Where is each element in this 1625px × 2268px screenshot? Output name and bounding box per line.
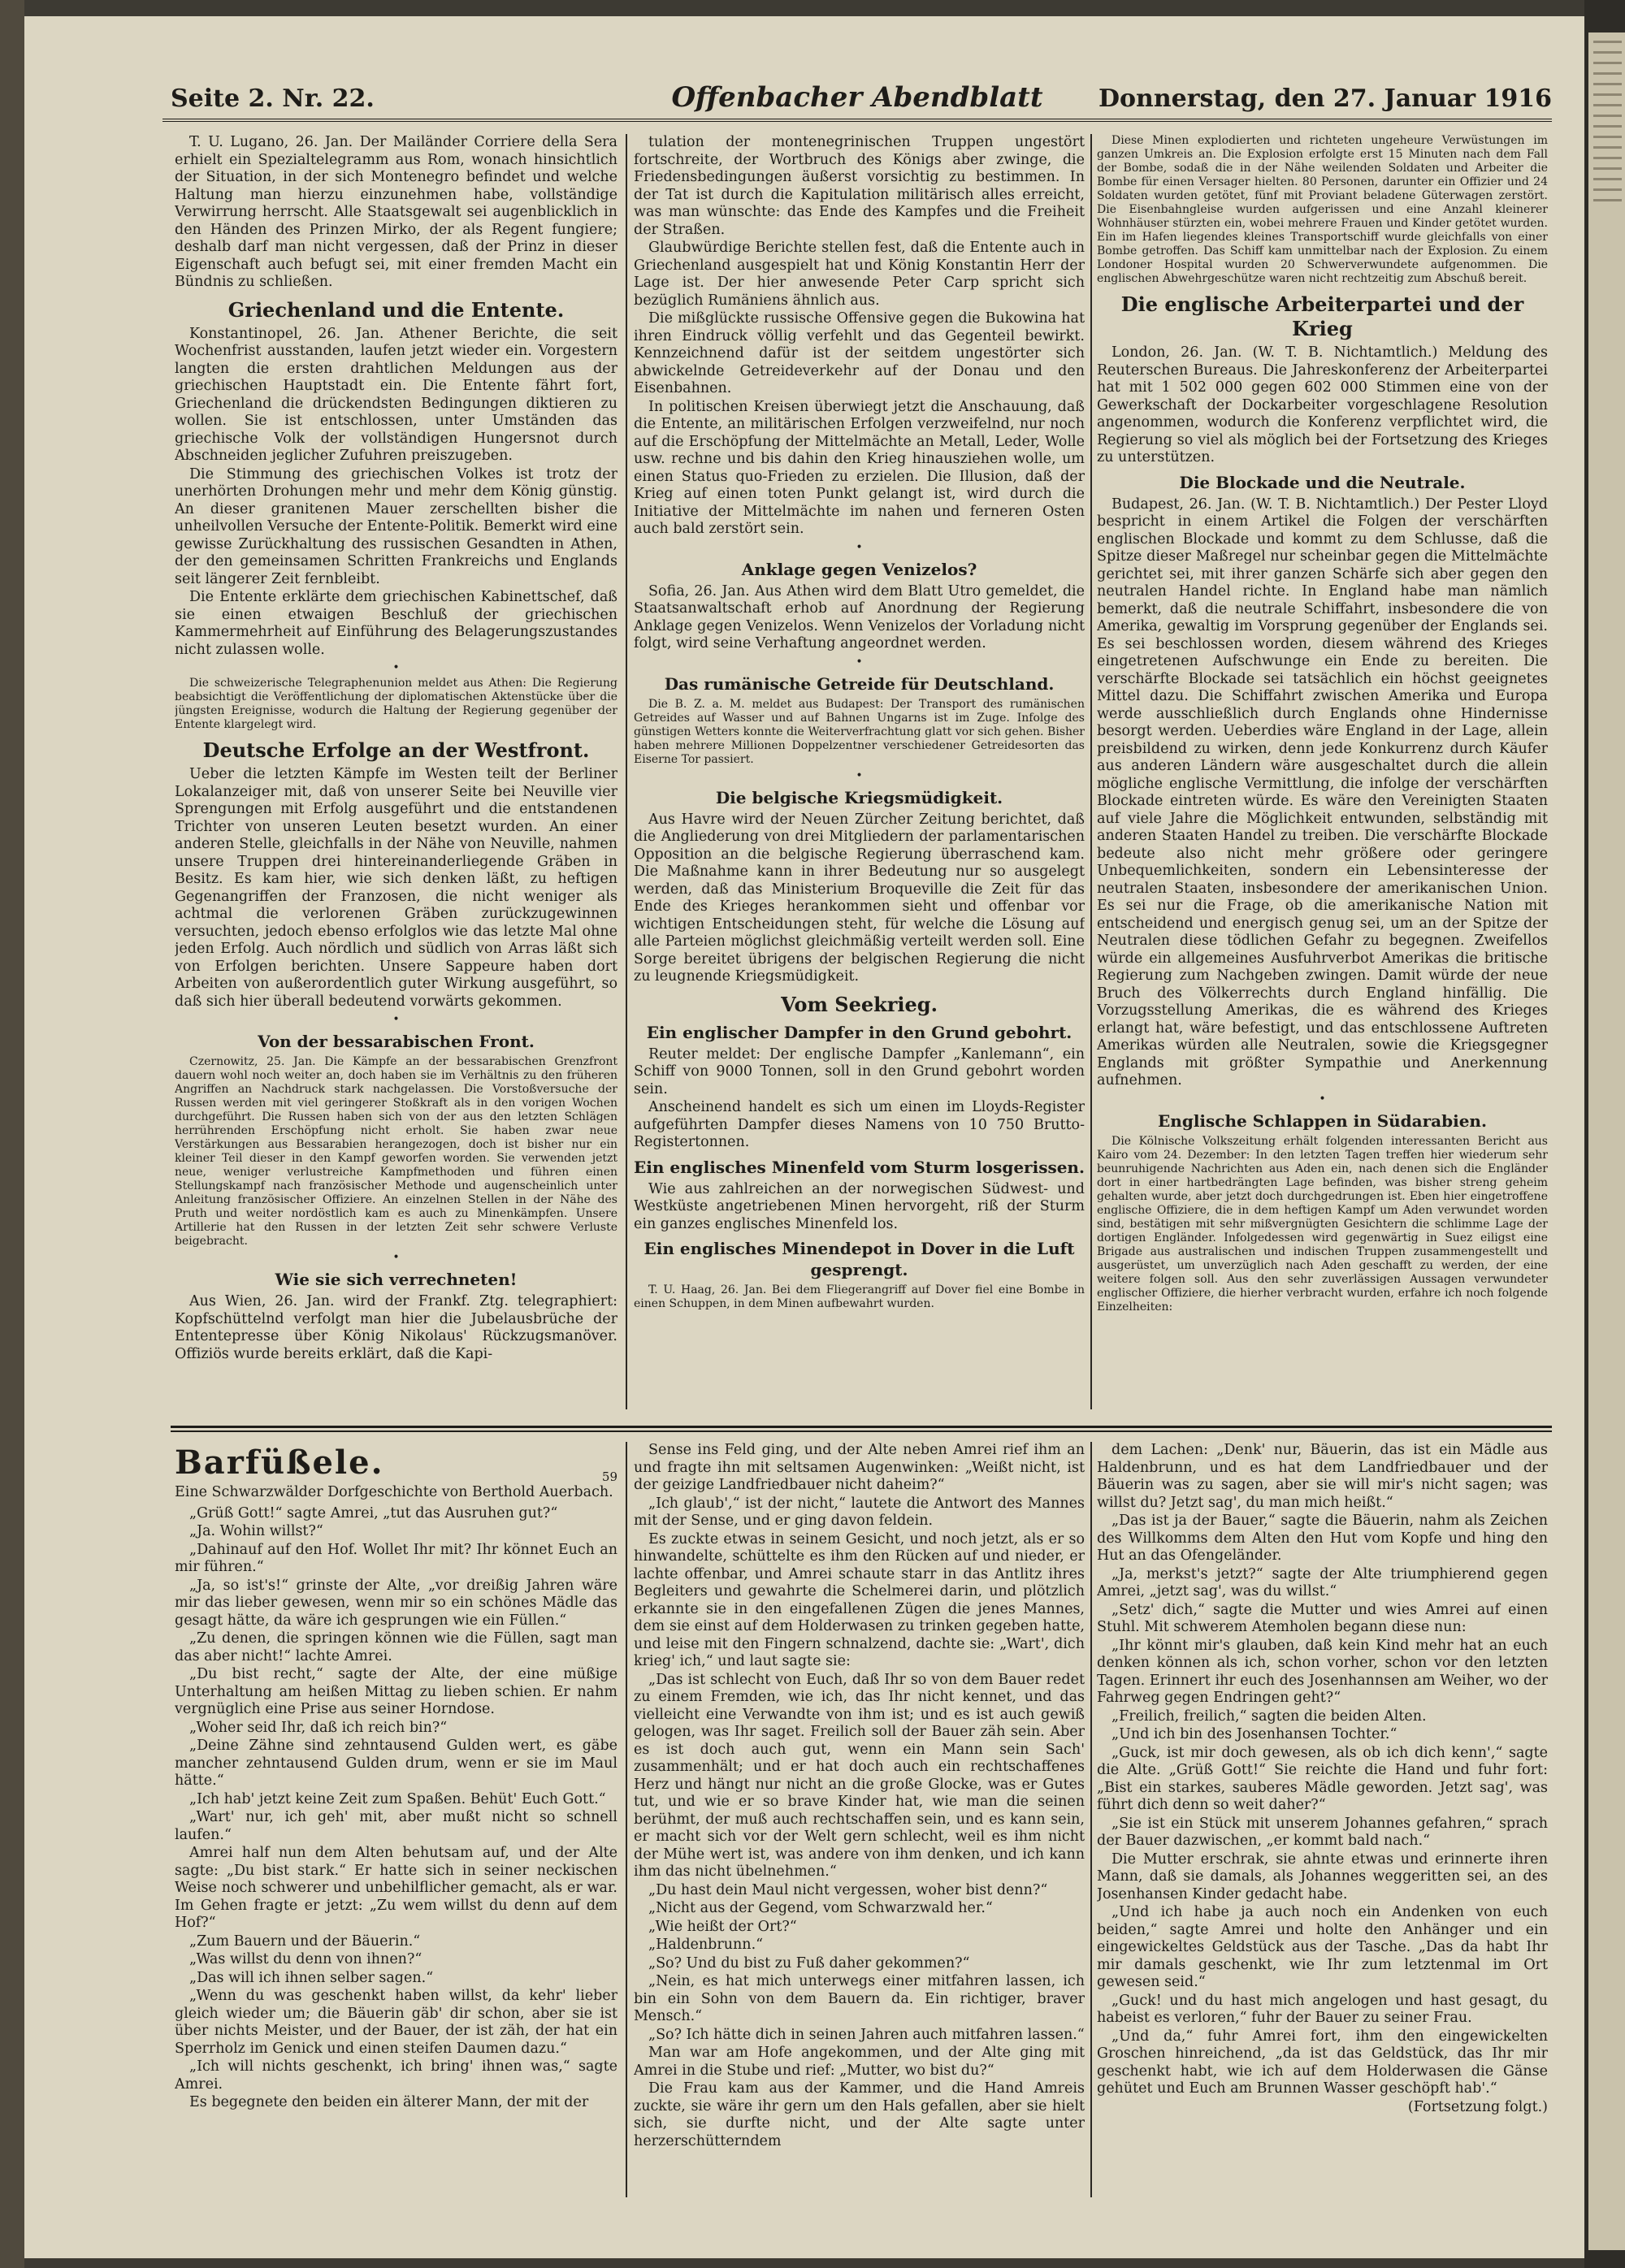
story-text: „Zum Bauern und der Bäuerin.“ bbox=[189, 1933, 421, 1950]
story-text: „Deine Zähne sind zehntausend Gulden wert, es gäbe mancher zehntausend Gulden drum, wenn er sie im Maul hätte.“ bbox=[175, 1738, 618, 1789]
story-text: „Guck, ist mir doch gewesen, als ob ich dich kenn',“ sagte die Alte. „Grüß Gott!“ Sie reichte die Hand und fuhr fort: „Bist ein starkes, sauberes Mädle geworden. Jetzt sag', was führt dich denn so weit daher?“ bbox=[1097, 1744, 1548, 1813]
story-text: „Wie heißt der Ort?“ bbox=[648, 1918, 797, 1935]
column-rule bbox=[1090, 134, 1092, 1409]
article-text: Reuter meldet: Der englische Dampfer „Kanlemann“, ein Schiff von 9000 Tonnen, soll in den Grund gebohrt worden sein. bbox=[634, 1045, 1085, 1097]
article-text: Anscheinend handelt es sich um einen im Lloyds-Register aufgeführten Dampfer dieses Namens von 10 750 Brutto-Registertonnen. bbox=[634, 1099, 1085, 1150]
headline: Ein englisches Minenfeld vom Sturm losgerissen. bbox=[634, 1157, 1085, 1177]
news-column-1 bbox=[175, 134, 618, 1409]
headline: Englische Schlappen in Südarabien. bbox=[1158, 1110, 1487, 1131]
story-text: „Guck! und du hast mich angelogen und hast gesagt, du habeist es verloren,“ fuhr der Bauer zu seiner Frau. bbox=[1097, 1992, 1548, 2026]
newspaper-title: Offenbacher Abendblatt bbox=[671, 81, 1043, 114]
story-text: „Ihr könnt mir's glauben, daß kein Kind mehr hat an euch denken können als ich, schon vorher, schon vor den letzten Tagen. Erinnert ihr euch des Josenhannsen am Weiher, wo der Fahrweg gegen Endringen geht?“ bbox=[1097, 1637, 1548, 1706]
adjacent-page-edge bbox=[1588, 32, 1625, 2250]
story-text: Es zuckte etwas in seinem Gesicht, und noch jetzt, als er so hinwandelte, schüttelte es ihm den Rücken auf und nieder, er lachte offenbar, und Amrei schaute starr in das Antlitz ihres Begleiters und gewahrte die Schelmerei darin, und plötzlich erkannte sie in den eingefallenen Zügen die jenes Mannes, dem sie einst auf dem Holderwasen zu trinken gegeben hatte, und leise mit den Fingern schnalzend, dachte sie: „Wart', dich krieg' ich,“ und laut sagte sie: bbox=[634, 1530, 1085, 1669]
story-text: „Ich hab' jetzt keine Zeit zum Spaßen. Behüt' Euch Gott.“ bbox=[189, 1790, 606, 1807]
article-text: Diese Minen explodierten und richteten ungeheure Verwüstungen im ganzen Umkreis an. Die Explosion erfolgte erst 15 Minuten nach dem Fall der Bombe, sodaß die in der Nähe weilenden Soldaten und Arbeiter die Bombe für einen Versager hielten. 80 Personen, darunter ein Offizier und 24 Soldaten wurden getötet, fünf mit Proviant beladene Güterwagen zerstört. Die Eisenbahngleise wurden aufgerissen und eine Anzahl kleinerer Wohnhäuser stürzten ein, wobei mehrere Frauen und Kinder getötet wurden. Ein im Hafen liegendes kleines Transportschiff wurde gleichfalls von einer Bombe getroffen. Das Schiff kam unmittelbar nach der Explosion. Zu einem Londoner Hospital wurden 20 Schwerverwundete aufgenommen. Die englischen Abwehrgeschütze waren nicht rechtzeitig zum Abschuß bereit. bbox=[1097, 134, 1548, 285]
issue-date: Donnerstag, den 27. Januar 1916 bbox=[1098, 84, 1552, 113]
article-text: Die mißglückte russische Offensive gegen die Bukowina hat ihren Eindruck völlig verfehlt und das Gegenteil bewirkt. Kennzeichnend dafür ist der seitdem ungestörter sich abwickelnde Getreideverkehr auf der Donau und den Eisenbahnen. bbox=[634, 310, 1085, 396]
story-text: „Haldenbrunn.“ bbox=[648, 1937, 764, 1953]
article-text: Aus Havre wird der Neuen Zürcher Zeitung berichtet, daß die Angliederung von drei Mitgliedern der parlamentarischen Opposition an die belgische Regierung überraschend kam. Die Maßnahme kann in ihrer Bedeutung nur so ausgelegt werden, daß das Ministerium Broqueville die Zeit für das Ende des Krieges herankommen sieht und offenbar vor wichtigen Entscheidungen steht, für welche die Lösung auf alle Parteien möglichst gleichmäßig verteilt werden soll. Eine Sorge bereitet übrigens der belgischen Regierung die nicht zu leugnende Kriegsmüdigkeit. bbox=[634, 811, 1085, 985]
masthead bbox=[162, 73, 1552, 122]
separator-dot: • bbox=[856, 768, 863, 782]
column-rule bbox=[626, 1442, 627, 2197]
story-text: „Ja, so ist's!“ grinste der Alte, „vor dreißig Jahren wäre mir das lieber gewesen, wenn mir so ein schönes Mädle das gesagt hätte, da wäre ich gesprungen wie ein Füllen.“ bbox=[175, 1577, 618, 1629]
article-text: Wie aus zahlreichen an der norwegischen Südwest- und Westküste angetriebenen Minen hervorgeht, riß der Sturm ein ganzes englisches Minenfeld los. bbox=[634, 1180, 1085, 1232]
article-text: Glaubwürdige Berichte stellen fest, daß die Entente auch in Griechenland ausgespielt hat und König Konstantin Herr der Lage ist. Der hier anwesende Peter Carp spricht sich bezüglich Rumäniens ähnlich aus. bbox=[634, 240, 1085, 309]
article-text: London, 26. Jan. (W. T. B. Nichtamtlich.) Meldung des Reuterschen Bureaus. Die Jahreskonferenz der Arbeiterpartei hat mit 1 502 000 gegen 602 000 Stimmen eine von der Gewerkschaft der Dockarbeiter vorgeschlagene Resolution angenommen, wodurch die Konferenz verpflichtet wird, die Regierung so viel als möglich bei der Fortsetzung des Krieges zu unterstützen. bbox=[1097, 344, 1548, 465]
book-spine bbox=[0, 0, 24, 2268]
headline: Anklage gegen Venizelos? bbox=[741, 559, 977, 579]
article-text: Czernowitz, 25. Jan. Die Kämpfe an der bessarabischen Grenzfront dauern wohl noch weiter an, doch haben sie im Verhältnis zu den früheren Angriffen an Nachdruck stark nachgelassen. Die Vorstoßversuche der Russen werden mit viel geringerer Stoßkraft als in den vorigen Wochen durchgeführt. Die Russen haben sich von der aus den letzten Schlägen herrührenden Erschöpfung nicht erholt. Sie haben zwar neue Verstärkungen aus Bessarabien herangezogen, doch ist bisher nur ein kleiner Teil dieser in den Kampf geworfen worden. Sie verwenden jetzt neue, weniger verlustreiche Kampfmethoden und führen einen Stellungskampf nach französischer Methode und augenscheinlich unter Anleitung französischer Offiziere. An einzelnen Stellen in der Nähe des Pruth und weiter nordöstlich kam es auch zu Minenkämpfen. Unsere Artillerie hat den Russen in der letzten Zeit sehr schwere Verluste beigebracht. bbox=[175, 1055, 618, 1248]
feuilleton-title: Barfüßele. bbox=[175, 1443, 384, 1482]
article-text: Die schweizerische Telegraphenunion meldet aus Athen: Die Regierung beabsichtigt die Veröffentlichung der diplomatischen Aktenstücke über die jüngsten Ereignisse, wodurch die Haltung der Regierung gegenüber der Entente klargelegt wird. bbox=[175, 677, 618, 731]
story-text: „Woher seid Ihr, daß ich reich bin?“ bbox=[189, 1719, 448, 1736]
story-text: Die Mutter erschrak, sie ahnte etwas und erinnerte ihren Mann, daß sie damals, als Johannes weggeritten sei, an des Josenhansen Kinder gedacht habe. bbox=[1097, 1850, 1548, 1902]
article-text: Budapest, 26. Jan. (W. T. B. Nichtamtlich.) Der Pester Lloyd bespricht in einem Artikel die Folgen der verschärften englischen Blockade und kommt zu dem Schlusse, daß die Spitze dieser Maßregel nur scheinbar gegen die Mittelmächte gerichtet sei, mit ihrer ganzen Schärfe sich aber gegen den neutralen Handel richte. In England habe man nämlich bemerkt, daß die neutrale Schiffahrt, insbesondere die von Amerika, gewaltig im Vorsprung gegenüber der Englands sei. Es sei beschlossen worden, diesem während des Krieges eingetretenen Aufschwunge ein Ende zu bereiten. Die verschärfte Blockade sei tatsächlich ein höchst geeignetes Mittel dazu. Die Schiffahrt zwischen Amerika und Europa werde ausschließlich durch Englands ohne Hindernisse besorgt werden. Ueberdies wäre England in der Lage, allein preisbildend zu wirken, denn jede Konkurrenz durch Käufer aus anderen Ländern wäre ausgeschaltet durch die allein mögliche englische Vermittlung, die infolge der verschärften Blockade eintreten würde. Es wäre den Vereinigten Staaten auf viele Jahre die Möglichkeit entwunden, selbständig mit anderen Staaten Handel zu treiben. Die verschärfte Blockade bedeute also nicht mehr größere oder geringere Unbequemlichkeiten, sondern ein Lebensinteresse der neutralen Staaten, insbesondere der amerikanischen Union. Es sei nur die Frage, ob die amerikanische Nation mit entscheidend und energisch genug sei, um an der Spitze der Neutralen diese tödlichen Gefahr zu begegnen. Zweifellos würde ein allgemeines Ausfuhrverbot Amerikas die britische Regierung zum Nachgeben zwingen. Damit würde der neue Bruch des Völkerrechts durch England hinfällig. Die Vorzugsstellung Amerikas, die es während des Krieges erlangt hat, wäre befestigt, und das entschlossene Auftreten Amerikas würden alle Neutralen, sowie die Kriegsgegner Englands mit größter Sympathie und Anerkennung aufnehmen. bbox=[1097, 496, 1548, 1089]
headline: Wie sie sich verrechneten! bbox=[275, 1270, 518, 1289]
separator-dot: • bbox=[1319, 1092, 1326, 1106]
separator-dot: • bbox=[392, 661, 400, 674]
page-number: Seite 2. Nr. 22. bbox=[171, 84, 375, 113]
story-text: „Ja, merkst's jetzt?“ sagte der Alte triumphierend gegen Amrei, „jetzt sag', was du willst.“ bbox=[1097, 1565, 1548, 1599]
story-text: „Nein, es hat mich unterwegs einer mitfahren lassen, ich bin ein Sohn von dem Bauern da. Ein richtiger, braver Mensch.“ bbox=[634, 1973, 1085, 2024]
news-column-2 bbox=[634, 134, 1085, 1409]
article-text: Ueber die letzten Kämpfe im Westen teilt der Berliner Lokalanzeiger mit, daß von unserer Seite bei Neuville vier Sprengungen mit Erfolg ausgeführt und die entstandenen Trichter von unseren Leuten besetzt wurden. An einer anderen Stelle, gleichfalls in der Nähe von Neuville, nahmen unsere Truppen drei hintereinanderliegende Gräben in Besitz. Es kam hier, wie sich denken läßt, zu heftigen Gegenangriffen der Franzosen, die nicht weniger als achtmal die verlorenen Gräben zurückzugewinnen versuchten, jedoch ebenso erfolglos wie das letzte Mal ohne jeden Erfolg. Auch nördlich und südlich von Arras läßt sich von Erfolgen berichten. Unsere Sappeure haben dort Arbeiten von außerordentlich guter Wirkung ausgeführt, so daß sich hier überall bedeutend vorwärts gekommen. bbox=[175, 766, 618, 1010]
headline: Die belgische Kriegsmüdigkeit. bbox=[715, 787, 1003, 807]
separator-dot: • bbox=[856, 540, 863, 554]
continuation-note: (Fortsetzung folgt.) bbox=[1407, 2098, 1548, 2115]
article-text: Sofia, 26. Jan. Aus Athen wird dem Blatt Utro gemeldet, die Staatsanwaltschaft erhob auf Anordnung der Regierung Anklage gegen Venizelos. Wenn Venizelos der Vorladung nicht folgt, wird seine Verhaftung angeordnet werden. bbox=[634, 582, 1085, 651]
headline: Deutsche Erfolge an der Westfront. bbox=[202, 738, 590, 762]
story-text: „Du bist recht,“ sagte der Alte, der eine müßige Unterhaltung am heißen Mittag zu lieben schien. Er nahm vergnüglich eine Prise aus seiner Horndose. bbox=[175, 1666, 618, 1717]
story-text: „So? Ich hätte dich in seinen Jahren auch mitfahren lassen.“ bbox=[648, 2026, 1085, 2043]
story-text: „So? Und du bist zu Fuß daher gekommen?“ bbox=[648, 1954, 970, 1972]
story-text: „Das ist schlecht von Euch, daß Ihr so von dem Bauer redet zu einem Fremden, wie ich, das Ihr nicht kennet, und das vielleicht eine Verwandte von ihm ist; und es ist auch gewiß gelogen, was Ihr saget. Freilich soll der Bauer zäh sein. Aber es ist doch auch gut, wenn ein Mann sein Sach' zusammenhält; und er hat doch auch ein rechtschaffenes Herz und hängt nur nicht an die große Glocke, was er Gutes tut, und wie er so brave Kinder hat, wie man die seinen berühmt, der muß auch rechtschaffen sein, und es kann sein, er macht sich vor der Welt gern schlecht, weil es ihm nicht der Mühe wert ist, was andere von ihm denken, und ich kann ihm das nicht übelnehmen.“ bbox=[634, 1671, 1085, 1880]
story-text: „Was willst du denn von ihnen?“ bbox=[189, 1951, 422, 1967]
headline: Ein englisches Minendepot in Dover in die Luft gesprengt. bbox=[644, 1239, 1075, 1279]
newspaper-page bbox=[24, 16, 1584, 2258]
story-text: „Du hast dein Maul nicht vergessen, woher bist denn?“ bbox=[648, 1881, 1048, 1898]
story-text: Man war am Hofe angekommen, und der Alte ging mit Amrei in die Stube und rief: „Mutter, wo bist du?“ bbox=[634, 2045, 1085, 2079]
story-text: „Das will ich ihnen selber sagen.“ bbox=[189, 1969, 434, 1986]
article-text: In politischen Kreisen überwiegt jetzt die Anschauung, daß die Entente, an militärischen Erfolgen verzweifelnd, nur noch auf die Erschöpfung der Mittelmächte an Metall, Leder, Wolle usw. rechne und bis dahin den Krieg hinausziehen wolle, um einen Status quo-Frieden zu erzielen. Die Illusion, daß der Krieg auf einen toten Punkt gelangt ist, wird durch die Initiative der Mittelmächte im nahen und ferneren Osten auch bald zerstört sein. bbox=[634, 398, 1085, 537]
article-text: T. U. Haag, 26. Jan. Bei dem Fliegerangriff auf Dover fiel eine Bombe in einen Schuppen, in dem Minen aufbewahrt wurden. bbox=[634, 1283, 1085, 1310]
story-text: „Freilich, freilich,“ sagten die beiden Alten. bbox=[1112, 1707, 1427, 1725]
article-text: Konstantinopel, 26. Jan. Athener Berichte, die seit Wochenfrist ausstanden, laufen jetzt wieder ein. Vorgestern langten die ersten drahtlichen Meldungen aus der griechischen Hauptstadt ein. Die Entente fährt fort, Griechenland die drückendsten Bedingungen diktieren zu wollen. Sie ist entschlossen, unter Umständen das griechische Volk der vollständigen Hungersnot durch Abschneiden jeglicher Zufuhren preiszugeben. bbox=[175, 325, 618, 464]
feuilleton-column-3 bbox=[1097, 1442, 1548, 2205]
headline: Die englische Arbeiterpartei und der Krieg bbox=[1120, 292, 1524, 340]
story-text: Sense ins Feld ging, und der Alte neben Amrei rief ihm an und fragte ihn mit seltsamen Augenwinken: „Weißt nicht, ist der geizige Landfriedbauer nicht daheim?“ bbox=[634, 1442, 1085, 1493]
story-text: „Und ich bin des Josenhansen Tochter.“ bbox=[1112, 1726, 1398, 1742]
article-text: Die Entente erklärte dem griechischen Kabinettschef, daß sie einen etwaigen Beschluß der griechischen Kammermehrheit auf Einführung des Belagerungszustandes nicht zulassen wolle. bbox=[175, 589, 618, 658]
separator-dot: • bbox=[392, 1013, 400, 1026]
story-text: Die Frau kam aus der Kammer, und die Hand Amreis zuckte, sie wäre ihr gern um den Hals gefallen, aber sie hielt sich, sie durfte nicht, und der Alte sagte unter herzerschütterndem bbox=[634, 2080, 1085, 2149]
article-text: T. U. Lugano, 26. Jan. Der Mailänder Corriere della Sera erhielt ein Spezialtelegramm aus Rom, wonach hinsichtlich der Situation, in der sich Montenegro befindet und welche Haltung man hierzu einzunehmen habe, vollständige Verwirrung herrscht. Alle Staatsgewalt sei augenblicklich in den Händen des Prinzen Mirko, der als Regent fungiere; deshalb darf man nicht vergessen, daß der Prinz in dieser Eigenschaft auch befugt sei, mit einer fremden Macht ein Bündnis zu schließen. bbox=[175, 134, 618, 290]
story-text: „Setz' dich,“ sagte die Mutter und wies Amrei auf einen Stuhl. Mit schwerem Atemholen begann diese nun: bbox=[1097, 1601, 1548, 1635]
headline: Ein englischer Dampfer in den Grund gebohrt. bbox=[646, 1022, 1072, 1042]
story-text: „Und da,“ fuhr Amrei fort, ihm den eingewickelten Groschen hinreichend, „da ist das Geldstück, das Ihr mir geschenkt habt, wie ich auf dem Holderwasen die Gänse gehütet und Euch am Brunnen Wasser geschöpft hab'.“ bbox=[1097, 2028, 1548, 2097]
headline: Griechenland und die Entente. bbox=[228, 297, 565, 322]
feuilleton-subtitle: Eine Schwarzwälder Dorfgeschichte von Berthold Auerbach. bbox=[175, 1484, 613, 1500]
feuilleton-column-2 bbox=[634, 1442, 1085, 2205]
story-text: „Grüß Gott!“ sagte Amrei, „tut das Ausruhen gut?“ bbox=[189, 1504, 558, 1521]
story-text: dem Lachen: „Denk' nur, Bäuerin, das ist ein Mädle aus Haldenbrunn, und es hat dem Landfriedbauer und der Bäuerin was zu sagen, aber sie will mir's nicht sagen; was willst du? Jetzt sag', du man mich heißt.“ bbox=[1097, 1442, 1548, 1511]
headline: Von der bessarabischen Front. bbox=[258, 1032, 535, 1051]
headline: Die Blockade und die Neutrale. bbox=[1179, 472, 1466, 492]
story-text: „Sie ist ein Stück mit unserem Johannes gefahren,“ sprach der Bauer dazwischen, „er kommt bald nach.“ bbox=[1097, 1815, 1548, 1849]
story-text: „Ja. Wohin willst?“ bbox=[189, 1523, 323, 1539]
column-rule bbox=[626, 134, 627, 1409]
story-text: „Ich glaub',“ ist der nicht,“ lautete die Antwort des Mannes mit der Sense, und er ging davon feldein. bbox=[634, 1495, 1085, 1529]
feuilleton-column-1 bbox=[175, 1442, 618, 2205]
column-rule bbox=[1090, 1442, 1092, 2197]
story-text: Es begegnete den beiden ein älterer Mann, der mit der bbox=[189, 2094, 589, 2110]
headline: Vom Seekrieg. bbox=[781, 992, 938, 1016]
separator-dot: • bbox=[392, 1251, 400, 1264]
installment-number: 59 bbox=[601, 1469, 618, 1484]
story-text: „Das ist ja der Bauer,“ sagte die Bäuerin, nahm als Zeichen des Willkomms dem Alten den Hut vom Kopfe und hing den Hut an das Ofengeländer. bbox=[1097, 1513, 1548, 1564]
article-text: Die Kölnische Volkszeitung erhält folgenden interessanten Bericht aus Kairo vom 24. Dezember: In den letzten Tagen treffen hier wiederum sehr beunruhigende Nachrichten aus Aden ein, nach denen sich die Engländer dort in einer hartbedrängten Lage befinden, was bisher streng geheim gehalten wurde, aber jetzt doch durchgedrungen ist. Eben hier eingetroffene englische Offiziere, die in dem heftigen Kampf um Aden verwundet worden sind, bestätigen mit sehr mißvergnügten Gesichtern die schlimme Lage der dortigen Engländer. Infolgedessen wird gegenwärtig in Suez eiligst eine Brigade aus australischen und indischen Truppen zusammengestellt und ausgerüstet, um unverzüglich nach Aden geschafft zu werden, der eine weitere folgen soll. Aus den sehr zuverlässigen Aussagen verwundeter englischer Offiziere, die hierher verbracht wurden, erfahre ich noch folgende Einzelheiten: bbox=[1097, 1134, 1548, 1314]
separator-dot: • bbox=[856, 655, 863, 669]
story-text: „Wenn du was geschenkt haben willst, da kehr' lieber gleich wieder um; die Bäuerin gäb' dir schon, aber sie ist über nichts Meister, und der Bauer, der ist zäh, der hat ein Sperrholz im Genick und einen steifen Daumen dazu.“ bbox=[175, 1988, 618, 2057]
headline: Das rumänische Getreide für Deutschland. bbox=[664, 673, 1055, 694]
story-text: „Wart' nur, ich geh' mit, aber mußt nicht so schnell laufen.“ bbox=[175, 1809, 618, 1843]
story-text: Amrei half nun dem Alten behutsam auf, und der Alte sagte: „Du bist stark.“ Er hatte sich in seiner neckischen Weise noch schwerer und unbehilflicher gemacht, als er war. Im Gehen fragte er jetzt: „Zu wem willst du denn auf dem Hof?“ bbox=[175, 1845, 618, 1931]
feuilleton-separator bbox=[171, 1426, 1552, 1432]
story-text: „Und ich habe ja auch noch ein Andenken von euch beiden,“ sagte Amrei und holte den Anhänger und ein eingewickeltes Geldstück aus der Tasche. „Das da habt Ihr mir damals geschenkt, wie Ihr zum letztenmal im Ort gewesen seid.“ bbox=[1097, 1904, 1548, 1990]
news-column-3 bbox=[1097, 134, 1548, 1409]
article-text: Aus Wien, 26. Jan. wird der Frankf. Ztg. telegraphiert: Kopfschüttelnd verfolgt man hier die Jubelausbrüche der Ententepresse über König Nikolaus' Rückzugsmanöver. Offiziös wurde bereits erklärt, daß die Kapi- bbox=[175, 1293, 618, 1362]
article-text: Die Stimmung des griechischen Volkes ist trotz der unerhörten Drohungen mehr und mehr dem König günstig. An dieser granitenen Mauer zerschellten bisher die unheilvollen Versuche der Entente-Politik. Bemerkt wird eine gewisse Zurückhaltung des russischen Gesandten in Athen, der den gemeinsamen Schritten Frankreichs und Englands seit längerer Zeit fernbleibt. bbox=[175, 465, 618, 587]
story-text: „Ich will nichts geschenkt, ich bring' ihnen was,“ sagte Amrei. bbox=[175, 2058, 618, 2093]
article-text: tulation der montenegrinischen Truppen ungestört fortschreite, der Wortbruch des Königs aber zwinge, die Friedensbedingungen äußerst vorsichtig zu bestimmen. In der Tat ist durch die Kapitulation militärisch alles erreicht, was man wünschte: das Ende des Kampfes und die Freiheit der Straßen. bbox=[634, 134, 1085, 238]
story-text: „Nicht aus der Gegend, vom Schwarzwald her.“ bbox=[648, 1900, 993, 1916]
story-text: „Dahinauf auf den Hof. Wollet Ihr mit? Ihr könnet Euch an mir führen.“ bbox=[175, 1541, 618, 1575]
story-text: „Zu denen, die springen können wie die Füllen, sagt man das aber nicht!“ lachte Amrei. bbox=[175, 1630, 618, 1664]
article-text: Die B. Z. a. M. meldet aus Budapest: Der Transport des rumänischen Getreides auf Wasser und auf Bahnen Ungarns ist im Zuge. Infolge des günstigen Wetters konnte die Weiterverfrachtung glatt vor sich gehen. Bisher haben mehrere Millionen Doppelzentner verschiedener Getreidesorten das Eiserne Tor passiert. bbox=[634, 697, 1085, 766]
